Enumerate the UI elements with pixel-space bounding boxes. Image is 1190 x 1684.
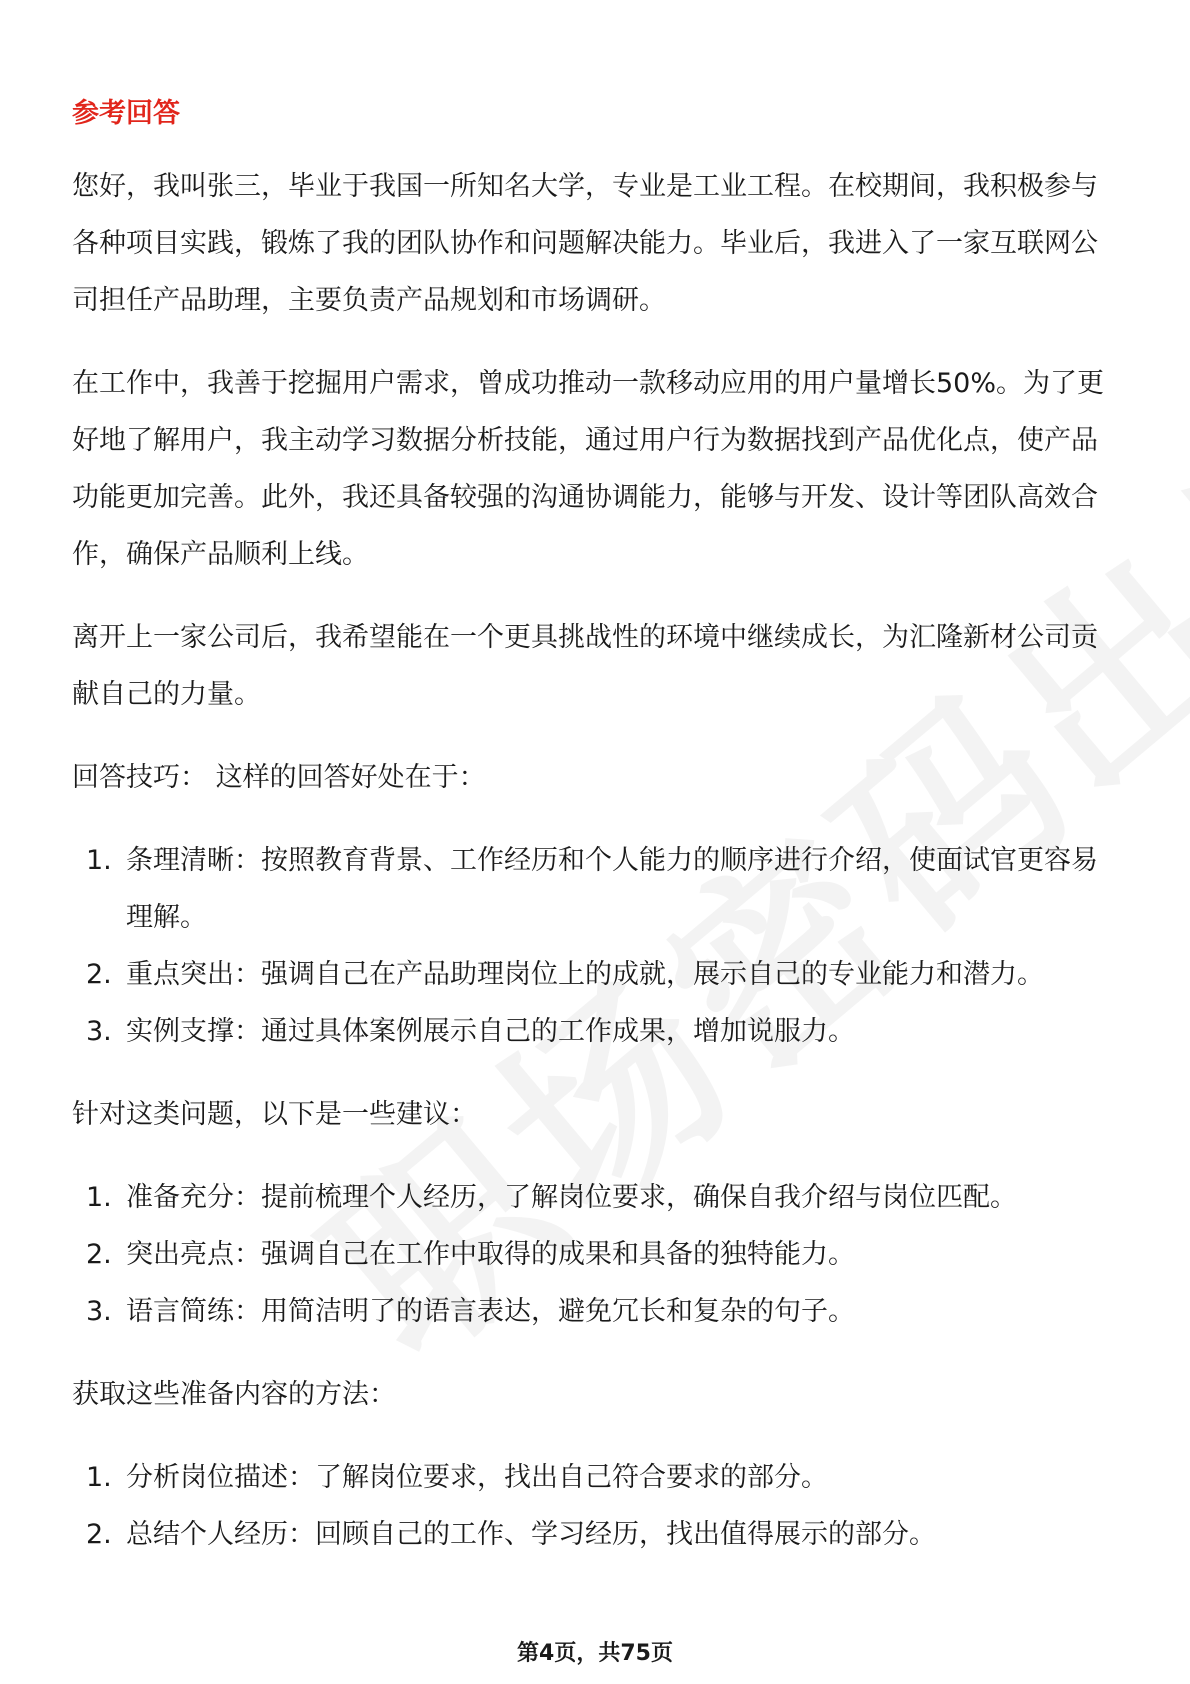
page-footer: 第4页，共75页 bbox=[517, 1641, 673, 1666]
list-item: 2. 总结个人经历：回顾自己的工作、学习经历，找出值得展示的部分。 bbox=[86, 1519, 936, 1550]
section-heading: 参考回答 bbox=[72, 98, 180, 129]
list-item: 3. 实例支撑：通过具体案例展示自己的工作成果，增加说服力。 bbox=[86, 1016, 855, 1047]
list-item: 1. 条理清晰：按照教育背景、工作经历和个人能力的顺序进行介绍，使面试官更容易理解。 bbox=[86, 845, 1098, 933]
paragraph-intro: 您好，我叫张三，毕业于我国一所知名大学，专业是工业工程。在校期间，我积极参与各种项目实践，锻炼了我的团队协作和问题解决能力。毕业后，我进入了一家互联网公司担任产品助理，主要负责产品规划和市场调研。 bbox=[72, 171, 1098, 316]
paragraph-work: 在工作中，我善于挖掘用户需求，曾成功推动一款移动应用的用户量增长50%。为了更好地了解用户，我主动学习数据分析技能，通过用户行为数据找到产品优化点，使产品功能更加完善。此外，我还具备较强的沟通协调能力，能够与开发、设计等团队高效合作，确保产品顺利上线。 bbox=[72, 368, 1105, 570]
list-item: 1. 准备充分：提前梳理个人经历，了解岗位要求，确保自我介绍与岗位匹配。 bbox=[86, 1182, 1017, 1213]
tips-list bbox=[72, 832, 1122, 1060]
paragraph-goal: 离开上一家公司后，我希望能在一个更具挑战性的环境中继续成长，为汇隆新材公司贡献自己的力量。 bbox=[72, 622, 1098, 710]
methods-list bbox=[72, 1449, 1122, 1563]
list-item: 2. 突出亮点：强调自己在工作中取得的成果和具备的独特能力。 bbox=[86, 1239, 855, 1270]
list-item: 3. 语言简练：用简洁明了的语言表达，避免冗长和复杂的句子。 bbox=[86, 1296, 855, 1327]
methods-label: 获取这些准备内容的方法： bbox=[72, 1379, 396, 1410]
content bbox=[72, 88, 1122, 1589]
list-item: 1. 分析岗位描述：了解岗位要求，找出自己符合要求的部分。 bbox=[86, 1462, 828, 1493]
suggestions-list bbox=[72, 1169, 1122, 1340]
tips-label: 回答技巧： 这样的回答好处在于： bbox=[72, 762, 486, 793]
list-item: 2. 重点突出：强调自己在产品助理岗位上的成就，展示自己的专业能力和潜力。 bbox=[86, 959, 1044, 990]
suggestions-label: 针对这类问题，以下是一些建议： bbox=[72, 1099, 477, 1130]
